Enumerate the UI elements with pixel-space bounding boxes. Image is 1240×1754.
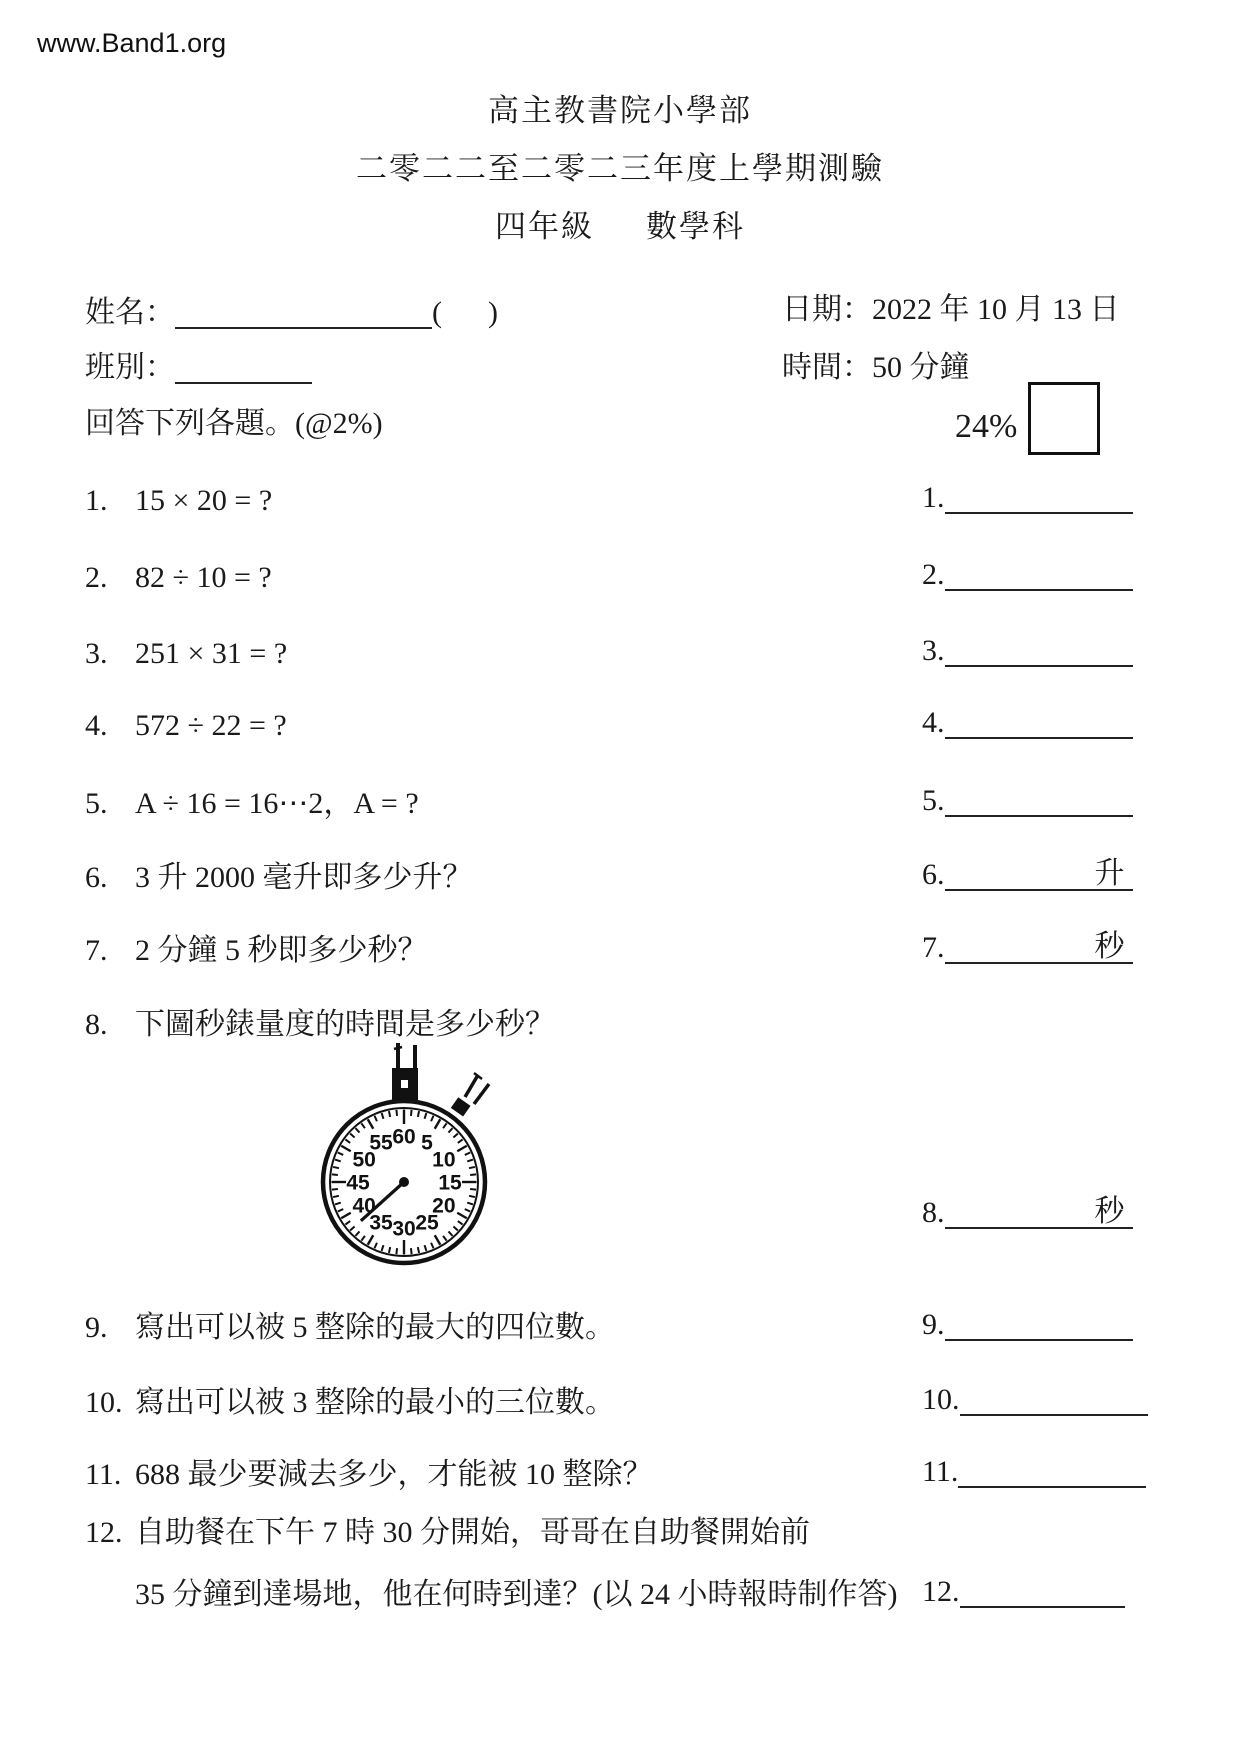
answer-slot-4 xyxy=(922,708,1133,738)
stopwatch-dial-number: 20 xyxy=(432,1194,456,1218)
stopwatch-dial-number: 50 xyxy=(352,1148,376,1172)
answer-slot-12 xyxy=(922,1577,1125,1607)
stopwatch-dial-number: 35 xyxy=(369,1211,393,1235)
subject-label: 數學科 xyxy=(646,209,745,244)
answer-number: 3. xyxy=(922,634,945,667)
answer-blank-line xyxy=(945,815,1133,817)
score-percent-label: 24% xyxy=(955,408,1018,445)
answer-unit: 升 xyxy=(1094,857,1125,890)
answer-number: 6. xyxy=(922,858,945,891)
answer-blank-line xyxy=(945,589,1133,591)
question-12 xyxy=(85,1515,810,1551)
time-value: 50 分鐘 xyxy=(872,351,970,384)
question-text: 35 分鐘到達場地，他在何時到達？(以 24 小時報時制作答) xyxy=(135,1578,898,1611)
stopwatch-dial-number: 60 xyxy=(392,1125,416,1149)
answer-blank-line xyxy=(960,1414,1148,1416)
answer-blank-line xyxy=(945,1339,1133,1341)
question-number: 2. xyxy=(85,561,108,594)
question-7 xyxy=(85,933,428,969)
question-9 xyxy=(85,1310,615,1346)
answer-number: 1. xyxy=(922,481,945,514)
answer-number: 5. xyxy=(922,784,945,817)
time-row xyxy=(782,353,970,383)
class-blank-line xyxy=(175,382,312,384)
date-row xyxy=(782,295,1120,325)
stopwatch-dial-number: 25 xyxy=(415,1211,439,1235)
question-2 xyxy=(85,560,272,596)
question-number: 6. xyxy=(85,861,108,894)
answer-blank-line xyxy=(945,857,1133,891)
stopwatch-dial-number: 15 xyxy=(438,1171,462,1195)
question-text: 2 分鐘 5 秒即多少秒？ xyxy=(135,934,428,967)
answer-slot-11 xyxy=(922,1457,1146,1487)
answer-unit: 秒 xyxy=(1094,1195,1125,1228)
question-text: 572 ÷ 22 = ? xyxy=(135,709,287,742)
answer-number: 12. xyxy=(922,1575,960,1608)
stopwatch-dial-number: 40 xyxy=(352,1194,376,1218)
score-box xyxy=(1028,382,1100,455)
stopwatch-dial-number: 55 xyxy=(369,1131,393,1155)
answer-slot-7 xyxy=(922,930,1133,964)
grade-subject-title xyxy=(0,211,1240,242)
name-paren-open: ( xyxy=(432,296,442,329)
stopwatch-dial-number: 45 xyxy=(346,1171,370,1195)
grade-label: 四年級 xyxy=(495,209,594,244)
answer-slot-1 xyxy=(922,483,1133,513)
answer-slot-3 xyxy=(922,636,1133,666)
question-text: 寫出可以被 3 整除的最小的三位數。 xyxy=(135,1386,615,1419)
answer-number: 2. xyxy=(922,558,945,591)
answer-blank-line xyxy=(945,1195,1133,1229)
answer-slot-5 xyxy=(922,786,1133,816)
answer-number: 4. xyxy=(922,706,945,739)
question-text: 下圖秒錶量度的時間是多少秒？ xyxy=(135,1008,555,1041)
name-blank-line xyxy=(175,327,432,329)
question-number: 5. xyxy=(85,787,108,820)
question-4 xyxy=(85,708,287,744)
question-text: 3 升 2000 毫升即多少升？ xyxy=(135,861,473,894)
answer-slot-9 xyxy=(922,1310,1133,1340)
question-3 xyxy=(85,636,287,672)
answer-blank-line xyxy=(945,930,1133,964)
question-text: 251 × 31 = ? xyxy=(135,637,288,670)
answer-slot-8 xyxy=(922,1195,1133,1229)
answer-number: 8. xyxy=(922,1196,945,1229)
answer-slot-6 xyxy=(922,857,1133,891)
question-number: 12. xyxy=(85,1516,123,1549)
question-5 xyxy=(85,786,419,822)
question-text: 688 最少要減去多少，才能被 10 整除？ xyxy=(135,1458,653,1491)
stopwatch-side-button xyxy=(451,1073,489,1117)
stopwatch-center-pivot xyxy=(399,1177,409,1187)
question-text: 寫出可以被 5 整除的最大的四位數。 xyxy=(135,1311,615,1344)
stopwatch-figure xyxy=(308,1025,508,1275)
answer-blank-line xyxy=(945,665,1133,667)
answer-number: 7. xyxy=(922,931,945,964)
question-12-line2 xyxy=(135,1577,897,1613)
question-text: A ÷ 16 = 16⋯2，A = ? xyxy=(135,787,419,820)
name-field-row xyxy=(85,298,498,328)
class-label: 班別： xyxy=(85,351,175,384)
question-text: 自助餐在下午 7 時 30 分開始，哥哥在自助餐開始前 xyxy=(135,1516,810,1549)
stopwatch-dial-number: 5 xyxy=(421,1131,433,1155)
answer-blank-line xyxy=(945,512,1133,514)
question-number: 3. xyxy=(85,637,108,670)
question-11 xyxy=(85,1457,653,1493)
answer-blank-line xyxy=(960,1606,1125,1608)
term-title: 二零二二至二零二三年度上學期測驗 xyxy=(356,151,884,186)
time-label: 時間： xyxy=(782,351,872,384)
answer-slot-2 xyxy=(922,560,1133,590)
question-number: 8. xyxy=(85,1008,108,1041)
question-6 xyxy=(85,860,473,896)
date-value: 2022 年 10 月 13 日 xyxy=(872,293,1120,326)
answer-number: 9. xyxy=(922,1308,945,1341)
question-number: 11. xyxy=(85,1458,122,1491)
name-label: 姓名： xyxy=(85,296,175,329)
question-number: 7. xyxy=(85,934,108,967)
question-text: 82 ÷ 10 = ? xyxy=(135,561,272,594)
question-1 xyxy=(85,483,272,519)
answer-number: 11. xyxy=(922,1455,959,1488)
answer-blank-line xyxy=(945,737,1133,739)
question-number: 10. xyxy=(85,1386,123,1419)
answer-number: 10. xyxy=(922,1383,960,1416)
stopwatch-dial-number: 30 xyxy=(392,1217,416,1241)
stopwatch-dial-number: 10 xyxy=(432,1148,456,1172)
watermark: www.Band1.org xyxy=(37,28,227,58)
instruction-text: 回答下列各題。(@2%) xyxy=(85,407,383,440)
answer-unit: 秒 xyxy=(1094,930,1125,963)
question-number: 9. xyxy=(85,1311,108,1344)
question-10 xyxy=(85,1385,615,1421)
answer-blank-line xyxy=(958,1486,1146,1488)
question-number: 1. xyxy=(85,484,108,517)
date-label: 日期： xyxy=(782,293,872,326)
answer-slot-10 xyxy=(922,1385,1148,1415)
name-paren-close: ) xyxy=(488,296,498,329)
class-field-row xyxy=(85,353,312,383)
stopwatch-crown xyxy=(392,1043,418,1103)
question-number: 4. xyxy=(85,709,108,742)
school-title: 高主教書院小學部 xyxy=(488,93,752,128)
question-text: 15 × 20 = ? xyxy=(135,484,273,517)
